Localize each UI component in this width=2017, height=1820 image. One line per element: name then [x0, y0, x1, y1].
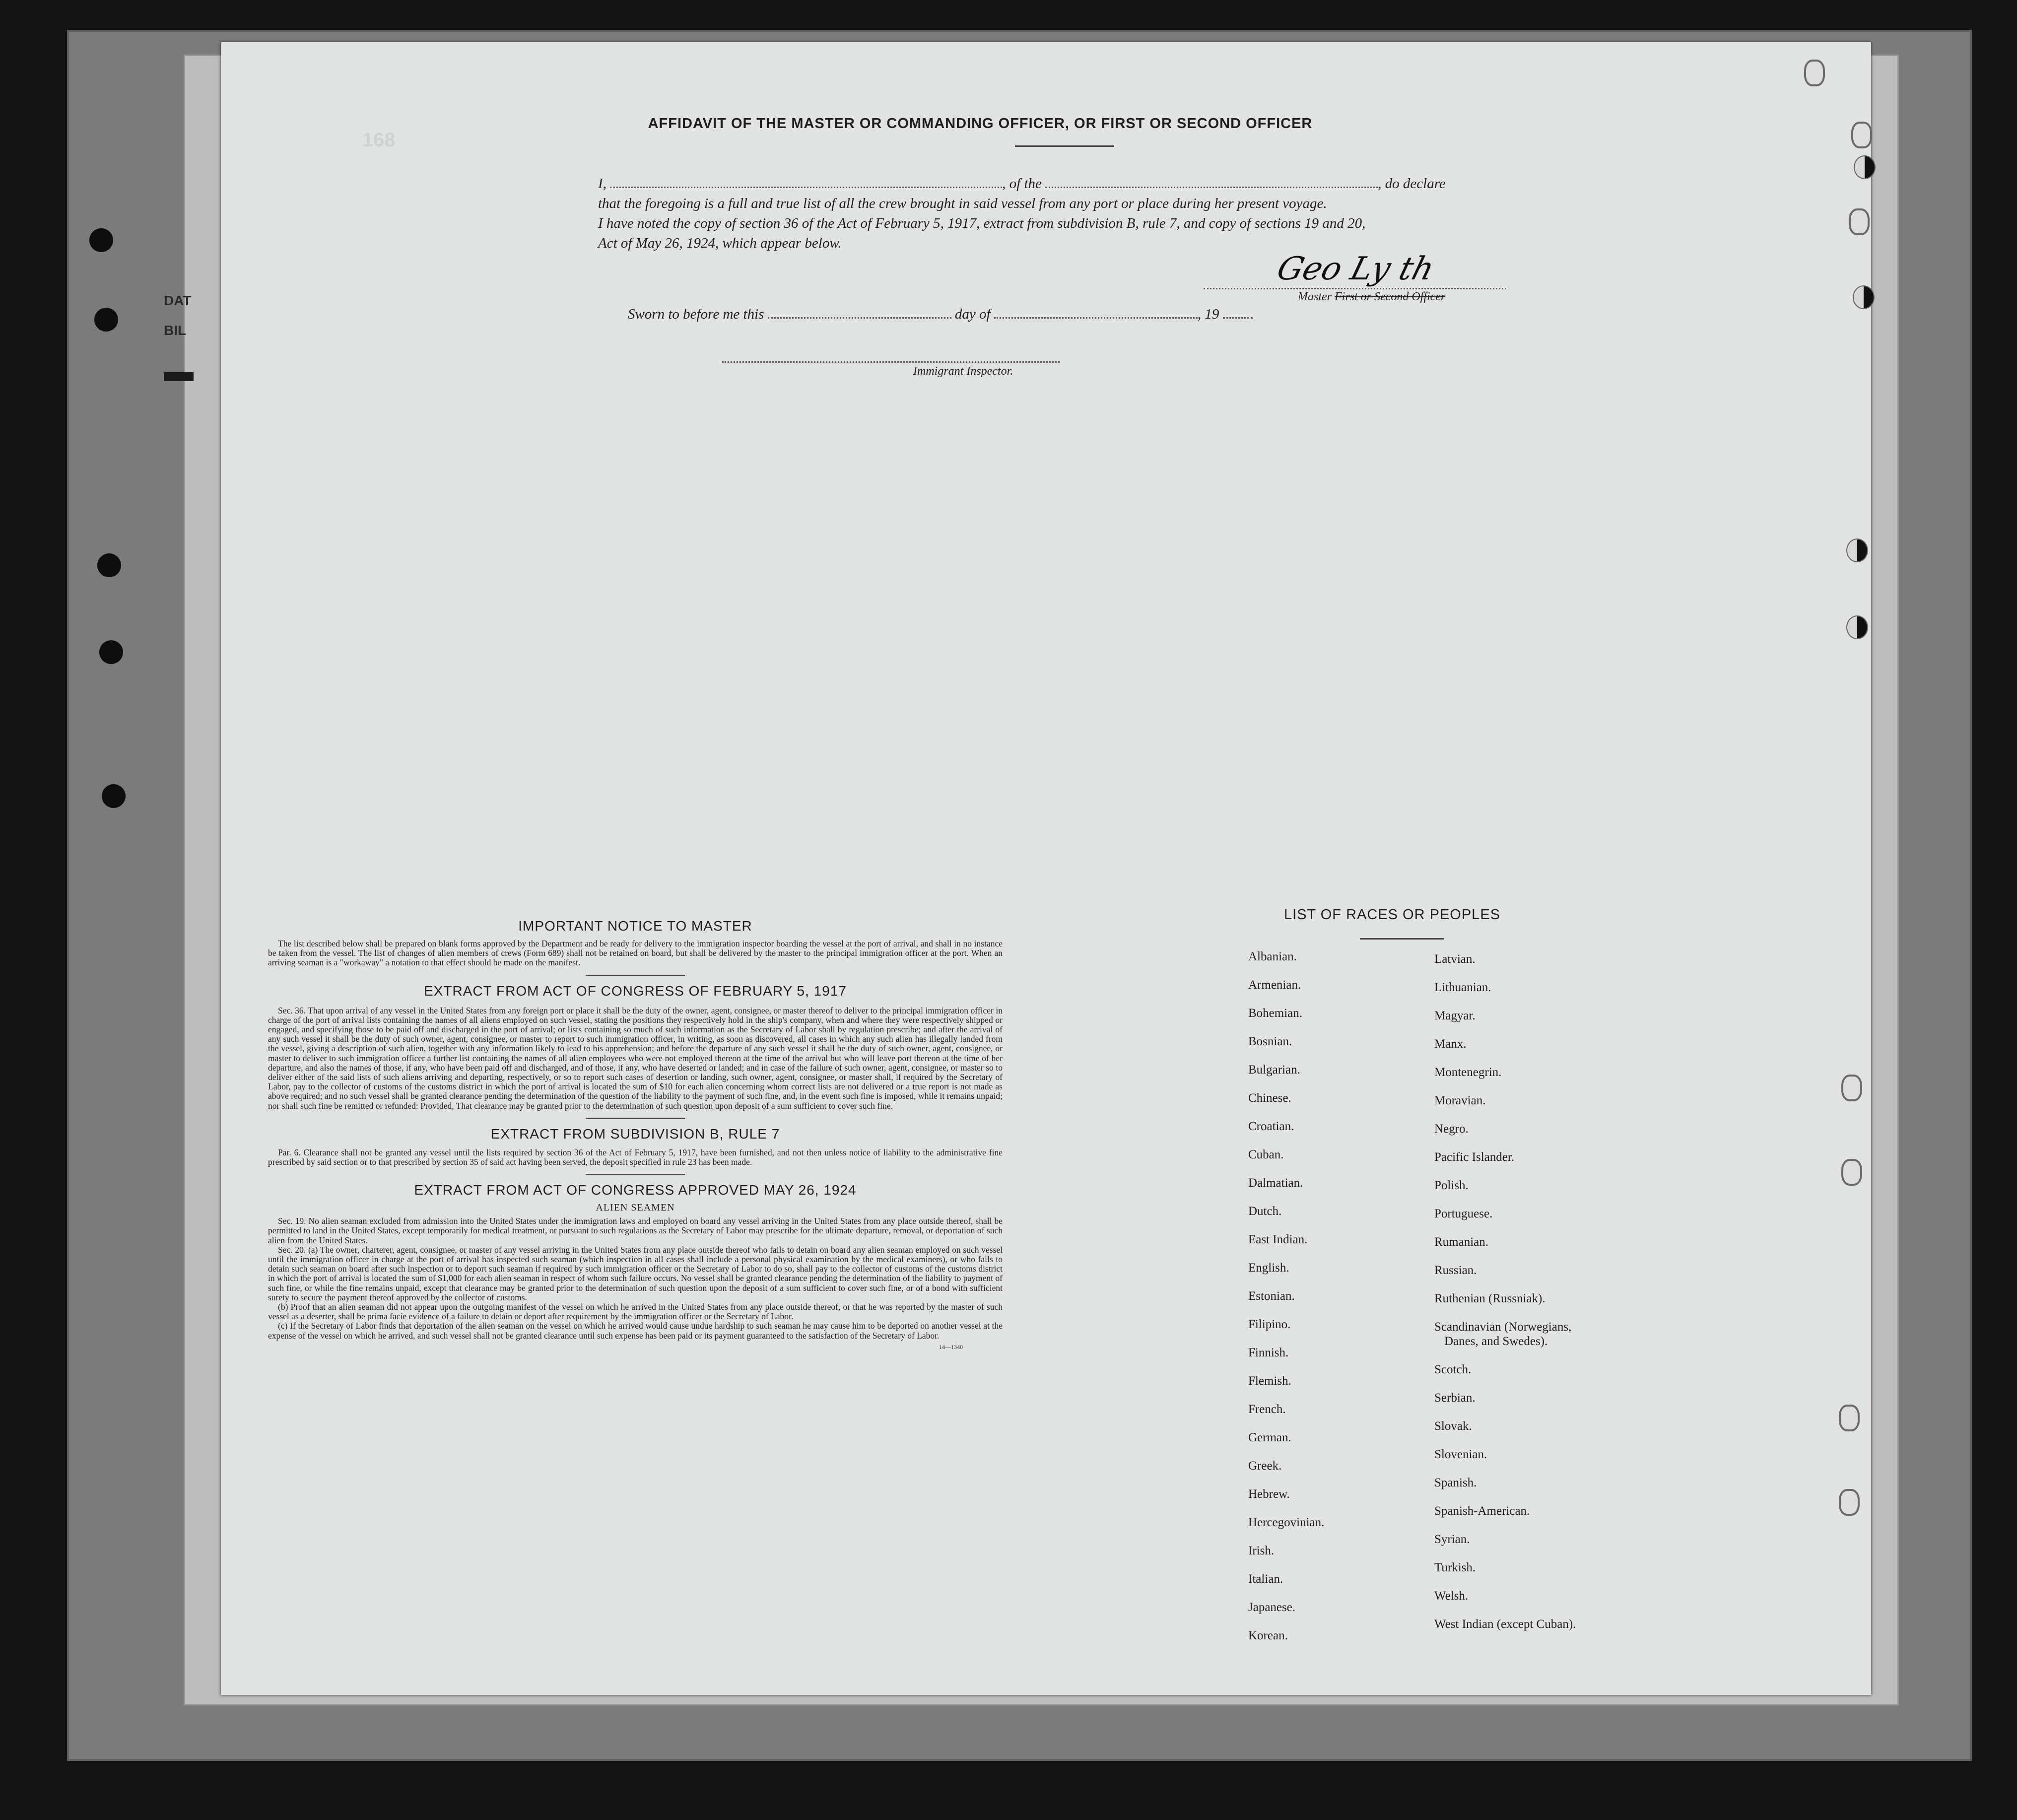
notice-title: IMPORTANT NOTICE TO MASTER — [518, 918, 752, 934]
affidavit-of-the: , of the — [1002, 176, 1042, 192]
binder-hole — [102, 784, 126, 808]
punch-hole — [1846, 539, 1868, 562]
rule7-title: EXTRACT FROM SUBDIVISION B, RULE 7 — [490, 1126, 780, 1142]
race-item: East Indian. — [1248, 1233, 1308, 1246]
punch-hole — [1853, 285, 1875, 309]
punch-hole — [1839, 1489, 1860, 1516]
race-item: Dalmatian. — [1248, 1176, 1303, 1190]
declaration-line-1 — [598, 174, 1526, 194]
rule7-text: Par. 6. Clearance shall not be granted any vessel until the lists required by section 36 of the Act of February 5, 1917, have been furnished, and not then unless notice of liability to the administrative fine prescribed by said section or to that prescribed by section 35 of said act having been served, the deposit specified in rule 23 has been made. — [268, 1147, 1003, 1167]
race-item: Finnish. — [1248, 1346, 1289, 1359]
officer-name-field[interactable] — [610, 187, 1002, 188]
race-item: West Indian (except Cuban). — [1434, 1618, 1576, 1631]
section-divider — [586, 975, 685, 976]
extract-1917-body — [268, 1006, 1003, 1111]
notice-body — [268, 939, 1003, 968]
affidavit-do-declare: , do declare — [1378, 176, 1446, 192]
binder-hole — [94, 308, 118, 332]
race-item: Russian. — [1434, 1264, 1477, 1277]
extract-1924-subtitle: ALIEN SEAMEN — [596, 1202, 675, 1213]
race-item: Chinese. — [1248, 1091, 1291, 1105]
declaration-line-2: that the foregoing is a full and true list of all the crew brought in said vessel from any port or place during her present voyage. — [598, 196, 1327, 211]
races-title-rule — [1360, 938, 1444, 940]
race-item: French. — [1248, 1403, 1286, 1416]
sec20b-text: (b) Proof that an alien seaman did not appear upon the outgoing manifest of the vessel on which he arrived in the United States from any place outside thereof, or that he was reported by the master of such vessel as a deserter, shall be prima facie evidence of a failure to detain or deport after requirement by the immigration officer or the Secretary of Labor. — [268, 1302, 1003, 1322]
race-item: Greek. — [1248, 1459, 1282, 1473]
punch-hole — [1841, 1159, 1862, 1186]
race-item: Scandinavian (Norwegians, — [1434, 1320, 1572, 1334]
sworn-year-field[interactable] — [1223, 317, 1253, 319]
signer-master: Master — [1298, 290, 1332, 303]
race-item: Pacific Islander. — [1434, 1150, 1515, 1164]
left-tab-bar — [164, 372, 194, 381]
race-item: Italian. — [1248, 1572, 1283, 1586]
race-item: Latvian. — [1434, 952, 1476, 966]
extract-1917-title: EXTRACT FROM ACT OF CONGRESS OF FEBRUARY 5, 1917 — [424, 983, 847, 999]
section-divider — [586, 1174, 685, 1175]
sec20c-text: (c) If the Secretary of Labor finds that deportation of the alien seaman on the vessel on which he arrived would cause undue hardship to such seaman he may cause him to be deported on another vessel at the expense of the vessel on which he arrived, and such vessel shall not be granted clearance until such expense has been paid or its payment guaranteed to the satisfaction of the Secretary of Labor. — [268, 1321, 1003, 1341]
sworn-text: Sworn to before me this — [628, 306, 764, 322]
signer-struck: First or Second Officer — [1335, 290, 1446, 303]
punch-hole — [1849, 208, 1870, 235]
race-item: Bulgarian. — [1248, 1063, 1300, 1077]
race-item: Cuban. — [1248, 1148, 1284, 1161]
left-notices — [268, 918, 1003, 1351]
rule7-body — [268, 1148, 1003, 1167]
race-item: Spanish. — [1434, 1476, 1477, 1489]
declaration-line-3: I have noted the copy of section 36 of the Act of February 5, 1917, extract from subdivision B, rule 7, and copy of sections 19 and 20, — [598, 215, 1366, 231]
crew-list-form — [221, 42, 1871, 1695]
races-title: LIST OF RACES OR PEOPLES — [1283, 907, 1501, 923]
race-item: English. — [1248, 1261, 1289, 1275]
sworn-month-field[interactable] — [994, 317, 1198, 319]
race-item: Filipino. — [1248, 1318, 1291, 1331]
race-item: Estonian. — [1248, 1289, 1295, 1303]
section-divider — [586, 1118, 685, 1119]
sworn-day-field[interactable] — [768, 317, 951, 319]
day-of-text: day of — [954, 306, 991, 322]
binder-hole — [97, 553, 121, 577]
race-item: Turkish. — [1434, 1561, 1476, 1574]
punch-hole — [1846, 615, 1868, 639]
race-item: Serbian. — [1434, 1391, 1476, 1405]
race-item: Spanish-American. — [1434, 1504, 1530, 1518]
extract-1917-text: Sec. 36. That upon arrival of any vessel in the United States from any foreign port or place it shall be the duty of the owner, agent, consignee, or master thereof to deliver to the principal immigration officer in charge of the port of arrival lists containing the names of all aliens employed on such vessel, stating the positions they respectively hold in the ship's company, when and where they were respectively shipped or engaged, and specifying those to be paid off and discharged in the port of arrival; or lists containing so much of such information as the Secretary of Labor shall by regulation prescribe; and after the arrival of any such vessel it shall be the duty of such owner, agent, consignee, or master to report to such immigration officer, in writing, as soon as discovered, all cases in which any such alien has illegally landed from the vessel, giving a description of such alien, together with any information likely to lead to his apprehension; and before the departure of any such vessel it shall be the duty of such owner, agent, consignee, or master to deliver to such immigration officer a further list containing the names of all alien employees who were not employed thereon at the time of the arrival but who will leave port thereon at the time of her departure, and also the names of those, if any, who have been paid off and discharged, and of those, if any, who have deserted or landed; and in case of the failure of such owner, agent, consignee, or master so to deliver either of the said lists of such aliens arriving and departing, respectively, or so to report such cases of desertion or landing, such owner, agent, consignee, or master shall, if required by the Secretary of Labor, pay to the collector of customs of the customs district in which the port of arrival is located the sum of $10 for each alien concerning whom correct lists are not delivered or a true report is not made as above required; and no such vessel shall be granted clearance pending the determination of the question of the liability to the payment of such fine, and, in the event such fine is imposed, while it remains unpaid; nor shall such fine be remitted or refunded: Provided, That clearance may be granted prior to the determination of such question upon deposit of a sum sufficient to cover such fine. — [268, 1005, 1003, 1111]
races-column-1 — [1248, 950, 1427, 1658]
extract-1924-title: EXTRACT FROM ACT OF CONGRESS APPROVED MAY 26, 1924 — [414, 1182, 857, 1198]
race-item: Scotch. — [1434, 1363, 1472, 1376]
year-text: , 19 — [1197, 306, 1219, 322]
form-number: 14—1340 — [939, 1343, 963, 1350]
race-item: Negro. — [1434, 1122, 1469, 1136]
binder-hole — [89, 228, 113, 252]
race-item: Moravian. — [1434, 1094, 1486, 1107]
bleed-through-page-number: 168 — [362, 129, 396, 151]
races-column-2 — [1434, 953, 1643, 1646]
affidavit-title: AFFIDAVIT OF THE MASTER OR COMMANDING OFFICER, OR FIRST OR SECOND OFFICER — [648, 116, 1313, 132]
punch-hole — [1851, 122, 1872, 148]
punch-hole — [1804, 60, 1825, 86]
left-tab-mark: DAT — [164, 293, 192, 308]
sworn-line — [628, 304, 1571, 324]
race-item: Slovak. — [1434, 1419, 1472, 1433]
sec20a-text: Sec. 20. (a) The owner, charterer, agent, consignee, or master of any vessel arriving in the United States from any place outside thereof who fails to detain on board any alien seaman employed on such vessel until the immigration officer in charge at the port of arrival has inspected such seaman (which inspection in all cases shall include a personal physical examination by the medical examiners), or who fails to detain such seaman on board after such inspection or to deport such seaman if required by such immigration officer or the Secretary of Labor to do so, shall pay to the collector of customs of the customs district in which the port of arrival is located the sum of $1,000 for each alien seaman in respect of whom such failure occurs. No vessel shall be granted clearance pending the determination of the liability to payment of such fine, or while the fine remains unpaid, except that clearance may be granted prior to the determination of such question upon the deposit of a sum sufficient to cover such fine, or of a bond with sufficient surety to secure the payment thereof approved by the collector of customs. — [268, 1244, 1003, 1302]
race-item: Rumanian. — [1434, 1235, 1489, 1249]
race-item: Hercegovinian. — [1248, 1516, 1325, 1529]
race-item: Lithuanian. — [1434, 981, 1491, 994]
race-item: Portuguese. — [1434, 1207, 1493, 1220]
punch-hole — [1854, 155, 1876, 179]
race-item: Korean. — [1248, 1629, 1288, 1642]
race-item: Albanian. — [1248, 950, 1297, 963]
sec19-text: Sec. 19. No alien seaman excluded from admission into the United States under the immigration laws and employed on board any vessel arriving in the United States from any place outside thereof, shall be permitted to land in the United States, except temporarily for medical treatment, or pursuant to such regulations as the Secretary of Labor may prescribe for the ultimate departure, removal, or deportation of such alien from the United States. — [268, 1216, 1003, 1245]
signer-title — [1298, 290, 1445, 304]
race-item: Montenegrin. — [1434, 1066, 1502, 1079]
race-item: Danes, and Swedes). — [1444, 1335, 1548, 1348]
inspector-label: Immigrant Inspector. — [913, 365, 1013, 378]
race-item: Irish. — [1248, 1544, 1275, 1557]
race-item: Japanese. — [1248, 1601, 1296, 1614]
punch-hole — [1839, 1405, 1860, 1431]
race-item: Slovenian. — [1434, 1448, 1487, 1461]
master-signature: Geo Ly th — [1273, 251, 1438, 287]
title-rule — [1015, 145, 1114, 147]
binder-hole — [99, 640, 123, 664]
race-item: Hebrew. — [1248, 1487, 1290, 1501]
race-item: Magyar. — [1434, 1009, 1476, 1022]
race-item: Bohemian. — [1248, 1007, 1303, 1020]
extract-1924-body — [268, 1216, 1003, 1341]
race-item: Polish. — [1434, 1179, 1469, 1192]
signature-line — [1204, 288, 1506, 289]
affidavit-i: I, — [598, 176, 606, 192]
race-item: Croatian. — [1248, 1120, 1294, 1133]
declaration-line-4: Act of May 26, 1924, which appear below. — [598, 235, 842, 251]
vessel-name-field[interactable] — [1045, 187, 1378, 188]
inspector-signature-line — [722, 361, 1060, 363]
race-item: Ruthenian (Russniak). — [1434, 1292, 1546, 1305]
notice-text: The list described below shall be prepared on blank forms approved by the Department and be ready for delivery to the immigration inspector boarding the vessel at the port of arrival, and shall in no instance be taken from the vessel. The list of changes of alien members of crews (Form 689) shall not be retained on board, but shall be delivered by the master to the principal immigration officer at the port. When an arriving seaman is a "workaway" a notation to that effect should be made on the manifest. — [268, 939, 1003, 968]
punch-hole — [1841, 1075, 1862, 1101]
left-tab-mark: BIL — [164, 323, 187, 338]
race-item: Syrian. — [1434, 1533, 1470, 1546]
race-item: Welsh. — [1434, 1589, 1469, 1603]
race-item: Bosnian. — [1248, 1035, 1292, 1048]
race-item: Flemish. — [1248, 1374, 1291, 1388]
race-item: Dutch. — [1248, 1205, 1282, 1218]
race-item: Armenian. — [1248, 978, 1301, 992]
race-item: Manx. — [1434, 1037, 1467, 1051]
affidavit-declaration — [598, 174, 1526, 253]
race-item: German. — [1248, 1431, 1291, 1444]
